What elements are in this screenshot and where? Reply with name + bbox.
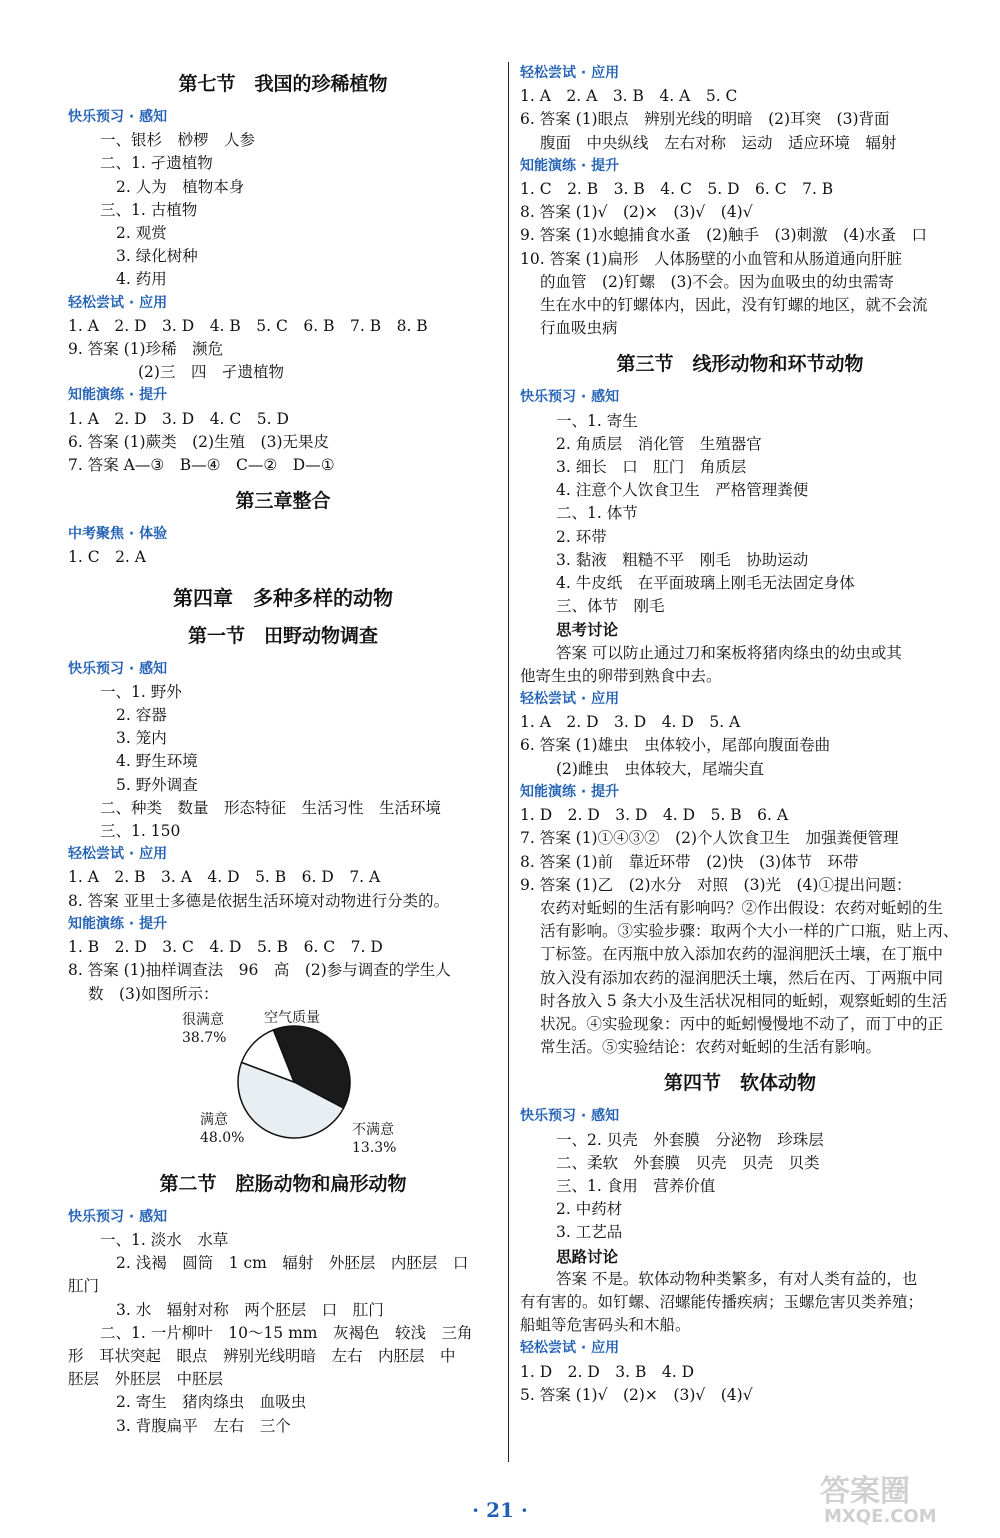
pie-value-satisfied: 48.0% xyxy=(200,1129,245,1146)
answer-line: 2. 中药材 xyxy=(556,1200,623,1219)
discussion-label: 思考讨论 xyxy=(556,620,619,640)
answer-line: 数 (3)如图所示： xyxy=(88,984,219,1003)
answer-line: 1. B 2. D 3. C 4. D 5. B 6. C 7. D xyxy=(68,938,383,957)
answer-line: 8. 答案 亚里士多德是依据生活环境对动物进行分类的。 xyxy=(68,891,450,910)
answer-line: 2. 浅褐 圆筒 1 cm 辐射 外胚层 内胚层 口 xyxy=(116,1254,469,1273)
answer-line: 一、1. 野外 xyxy=(100,682,182,701)
section-heading-practice: 知能演练 · 提升 xyxy=(68,387,168,404)
answer-line: 三、1. 食用 营养价值 xyxy=(556,1176,716,1195)
section-title: 第二节 腔肠动物和扁形动物 xyxy=(159,1172,407,1195)
answer-line: 9. 答案 (1)水螅捕食水蚤 (2)触手 (3)刺激 (4)水蚤 口 xyxy=(520,226,927,245)
answer-line: 三、体节 刚毛 xyxy=(556,597,665,616)
answer-line: 2. 观赏 xyxy=(116,224,167,243)
section-heading-try: 轻松尝试 · 应用 xyxy=(68,294,168,311)
answer-line: 行血吸虫病 xyxy=(540,319,618,338)
right-column xyxy=(520,62,960,1407)
answer-line: 3. 黏液 粗糙不平 刚毛 协助运动 xyxy=(556,550,809,569)
answer-line: 2. 角质层 消化管 生殖器官 xyxy=(556,434,762,453)
answer-line: 5. 答案 (1)√ (2)× (3)√ (4)√ xyxy=(520,1385,753,1404)
answer-line: 2. 人为 植物本身 xyxy=(116,177,245,196)
answer-line: 三、1. 古植物 xyxy=(100,200,198,219)
answer-line: 2. 寄生 猪肉绦虫 血吸虫 xyxy=(116,1393,307,1412)
answer-line: 10. 答案 (1)扁形 人体肠壁的小血管和从肠道通向肝脏 xyxy=(520,249,902,268)
answer-line: 1. A 2. A 3. B 4. A 5. C xyxy=(520,87,738,106)
section-heading-try: 轻松尝试 · 应用 xyxy=(520,65,620,81)
answer-line: 1. A 2. D 3. D 4. D 5. A xyxy=(520,713,741,732)
answer-line: 4. 野生环境 xyxy=(116,752,198,771)
answer-line: 三、1. 150 xyxy=(100,822,181,841)
section-heading-preview: 快乐预习 · 感知 xyxy=(68,109,168,125)
section-heading-exam: 中考聚焦 · 体验 xyxy=(68,526,168,543)
answer-line: 8. 答案 (1)√ (2)× (3)√ (4)√ xyxy=(520,203,753,222)
answer-line: 他寄生虫的卵带到熟食中去。 xyxy=(520,666,722,685)
pie-value-very-satisfied: 38.7% xyxy=(182,1029,227,1046)
section-title: 第一节 田野动物调查 xyxy=(187,624,378,647)
answer-line: 二、柔软 外套膜 贝壳 贝壳 贝类 xyxy=(556,1153,820,1172)
answer-line: 腹面 中央纵线 左右对称 运动 适应环境 辐射 xyxy=(540,133,897,152)
answer-line: 3. 笼内 xyxy=(116,729,167,748)
answer-line: 1. C 2. A xyxy=(68,548,146,567)
pie-chart xyxy=(68,1010,498,1160)
chapter-title: 第四章 多种多样的动物 xyxy=(173,585,393,610)
answer-line: 一、2. 贝壳 外套膜 分泌物 珍珠层 xyxy=(556,1130,824,1149)
pie-chart-title: 空气质量 xyxy=(264,1009,320,1026)
answer-line: 2. 容器 xyxy=(116,706,167,725)
pie-chart-svg xyxy=(68,1010,498,1160)
answer-line: 7. 答案 (1)①④③② (2)个人饮食卫生 加强粪便管理 xyxy=(520,829,899,848)
section-heading-try: 轻松尝试 · 应用 xyxy=(520,1340,620,1357)
answer-line: 农药对蚯蚓的生活有影响吗？②作出假设：农药对蚯蚓的生 xyxy=(540,898,944,917)
answer-line: 答案 可以防止通过刀和案板将猪肉绦虫的幼虫或其 xyxy=(556,643,902,662)
answer-line: 6. 答案 (1)眼点 辨别光线的明暗 (2)耳突 (3)背面 xyxy=(520,110,890,129)
section-heading-preview: 快乐预习 · 感知 xyxy=(68,660,168,677)
answer-line: (2)三 四 孑遗植物 xyxy=(138,363,284,382)
pie-value-dissatisfied: 13.3% xyxy=(352,1139,397,1156)
answer-line: 4. 注意个人饮食卫生 严格管理粪便 xyxy=(556,481,809,500)
answer-line: 一、1. 淡水 水草 xyxy=(100,1230,229,1249)
answer-line: 肛门 xyxy=(68,1277,100,1296)
answer-line: 一、银杉 桫椤 人参 xyxy=(100,131,256,150)
answer-line: 二、种类 数量 形态特征 生活习性 生活环境 xyxy=(100,798,442,817)
section-heading-preview: 快乐预习 · 感知 xyxy=(520,1108,620,1125)
answer-line: 3. 细长 口 肛门 角质层 xyxy=(556,458,747,477)
answer-line: 2. 环带 xyxy=(556,527,607,546)
section-title: 第七节 我国的珍稀植物 xyxy=(178,73,388,95)
answer-line: 1. A 2. B 3. A 4. D 5. B 6. D 7. A xyxy=(68,868,381,887)
discussion-label: 思路讨论 xyxy=(556,1246,619,1266)
section-heading-practice: 知能演练 · 提升 xyxy=(520,783,620,800)
answer-line: 6. 答案 (1)雄虫 虫体较小，尾部向腹面卷曲 xyxy=(520,736,831,755)
answer-line: 1. D 2. D 3. D 4. D 5. B 6. A xyxy=(520,806,789,825)
answer-line: 丁标签。在丙瓶中放入添加农药的湿润肥沃土壤，在丁瓶中 xyxy=(540,945,944,964)
watermark-url: MXQE.COM xyxy=(824,1506,937,1527)
answer-line: 有有害的。如钉螺、沼螺能传播疾病；玉螺危害贝类养殖； xyxy=(520,1292,924,1311)
answer-line: 一、1. 寄生 xyxy=(556,411,638,430)
page-number: · 21 · xyxy=(472,1498,528,1522)
answer-line: 6. 答案 (1)蕨类 (2)生殖 (3)无果皮 xyxy=(68,432,330,451)
answer-line: 4. 牛皮纸 在平面玻璃上刚毛无法固定身体 xyxy=(556,574,855,593)
answer-line: 1. D 2. D 3. B 4. D xyxy=(520,1362,695,1381)
answer-line: (2)雌虫 虫体较大，尾端尖直 xyxy=(556,759,764,778)
answer-line: 形 耳状突起 眼点 辨别光线明暗 左右 内胚层 中 xyxy=(68,1346,456,1365)
answer-line: 1. A 2. D 3. D 4. B 5. C 6. B 7. B 8. B xyxy=(68,316,428,335)
answer-line: 常生活。⑤实验结论：农药对蚯蚓的生活有影响。 xyxy=(540,1038,882,1057)
answer-line: 8. 答案 (1)前 靠近环带 (2)快 (3)体节 环带 xyxy=(520,852,859,871)
answer-line: 4. 药用 xyxy=(116,270,167,289)
answer-line: 3. 背腹扁平 左右 三个 xyxy=(116,1416,291,1435)
chapter-summary-title: 第三章整合 xyxy=(235,490,331,513)
section-heading-try: 轻松尝试 · 应用 xyxy=(520,691,620,708)
answer-line: 1. C 2. B 3. B 4. C 5. D 6. C 7. B xyxy=(520,180,834,199)
answer-line: 3. 绿化树种 xyxy=(116,247,198,266)
pie-label-very-satisfied: 很满意 xyxy=(182,1011,224,1028)
answer-line: 8. 答案 (1)抽样调查法 96 高 (2)参与调查的学生人 xyxy=(68,961,451,980)
column-divider xyxy=(508,62,509,1462)
watermark-logo xyxy=(780,1464,980,1534)
answer-line: 活有影响。③实验步骤：取两个大小一样的广口瓶，贴上丙、 xyxy=(540,922,959,941)
answer-line: 9. 答案 (1)乙 (2)水分 对照 (3)光 (4)①提出问题： xyxy=(520,875,912,894)
answer-line: 3. 水 辐射对称 两个胚层 口 肛门 xyxy=(116,1300,384,1319)
section-heading-practice: 知能演练 · 提升 xyxy=(68,915,168,932)
answer-line: 二、1. 一片柳叶 10～15 mm 灰褐色 较浅 三角 xyxy=(100,1323,473,1342)
answer-line: 7. 答案 A—③ B—④ C—② D—① xyxy=(68,456,335,475)
section-title: 第四节 软体动物 xyxy=(663,1072,816,1095)
answer-line: 二、1. 孑遗植物 xyxy=(100,154,213,173)
answer-line: 放入没有添加农药的湿润肥沃土壤，然后在丙、丁两瓶中同 xyxy=(540,968,944,987)
answer-line: 胚层 外胚层 中胚层 xyxy=(68,1370,224,1389)
answer-line: 船蛆等危害码头和木船。 xyxy=(520,1316,691,1335)
pie-label-satisfied: 满意 xyxy=(200,1111,228,1128)
section-title: 第三节 线形动物和环节动物 xyxy=(616,353,864,376)
answer-line: 状况。④实验现象：丙中的蚯蚓慢慢地不动了，而丁中的正 xyxy=(540,1014,944,1033)
section-heading-try: 轻松尝试 · 应用 xyxy=(68,846,168,863)
answer-line: 3. 工艺品 xyxy=(556,1223,623,1242)
answer-line: 答案 不是。软体动物种类繁多，有对人类有益的，也 xyxy=(556,1269,918,1288)
answer-line: 9. 答案 (1)珍稀 濒危 xyxy=(68,340,224,359)
answer-line: 的血管 (2)钉螺 (3)不会。因为血吸虫的幼虫需寄 xyxy=(540,272,894,291)
pie-label-dissatisfied: 不满意 xyxy=(352,1121,394,1138)
section-heading-preview: 快乐预习 · 感知 xyxy=(520,389,620,406)
answer-line: 二、1. 体节 xyxy=(556,504,638,523)
answer-line: 1. A 2. D 3. D 4. C 5. D xyxy=(68,409,289,428)
answer-line: 5. 野外调查 xyxy=(116,775,198,794)
watermark-text: 答案圈 xyxy=(820,1474,910,1509)
section-heading-preview: 快乐预习 · 感知 xyxy=(68,1208,168,1225)
left-column xyxy=(68,60,498,1438)
section-heading-practice: 知能演练 · 提升 xyxy=(520,157,620,174)
answer-line: 生在水中的钉螺体内，因此，没有钉螺的地区，就不会流 xyxy=(540,296,928,315)
answer-line: 时各放入 5 条大小及生活状况相同的蚯蚓，观察蚯蚓的生活 xyxy=(540,991,948,1010)
